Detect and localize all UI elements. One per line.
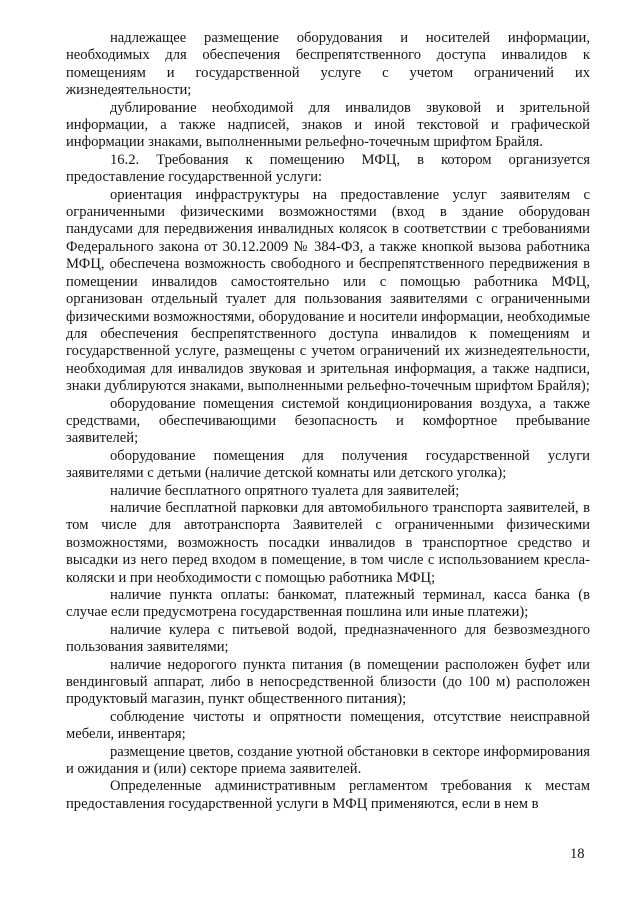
- paragraph-13: размещение цветов, создание уютной обстановки в секторе информирования и ожидания и (или) секторе приема заявителей.: [66, 743, 590, 778]
- paragraph-9: наличие пункта оплаты: банкомат, платежный терминал, касса банка (в случае если предусмотрена государственная пошлина или иные платежи);: [66, 587, 590, 621]
- paragraph-1: надлежащее размещение оборудования и носителей информации, необходимых для обеспечения беспрепятственного доступа инвалидов к помещениям и государственной услуге с учетом ограничений их жизнедеятельности;: [66, 30, 590, 99]
- page-number: 18: [570, 846, 585, 862]
- paragraph-3-section-heading: 16.2. Требования к помещению МФЦ, в котором организуется предоставление государственной услуги:: [66, 151, 590, 186]
- paragraph-11: наличие недорогого пункта питания (в помещении расположен буфет или вендинговый аппарат, либо в непосредственной близости (до 100 м) расположен продуктовый магазин, пункт общественного питания);: [66, 656, 590, 708]
- paragraph-4: ориентация инфраструктуры на предоставление услуг заявителям с ограниченными физическими возможностями (вход в здание оборудован пандусами для передвижения инвалидных колясок в соответствии с требованиями Федерального закона от 30.12.2009 № 384-ФЗ, а также кнопкой вызова работника МФЦ, обеспечена возможность свободного и беспрепятственного передвижения в помещении инвалидов самостоятельно или с помощью работника МФЦ, организован отдельный туалет для пользования заявителями с ограниченными физическими возможностями, оборудование и носители информации, необходимые для обеспечения беспрепятственного доступа инвалидов к помещениям и государственной услуге, размещены с учетом ограничений их жизнедеятельности, необходимая для инвалидов звуковая и зрительная информация, а также надписи, знаки дублируются знаками, выполненными рельефно-точечным шрифтом Брайля);: [66, 186, 590, 395]
- paragraph-2: дублирование необходимой для инвалидов звуковой и зрительной информации, а также надписей, знаков и иной текстовой и графической информации знаками, выполненными рельефно-точечным шрифтом Брайля.: [66, 99, 590, 151]
- document-page: [66, 30, 590, 813]
- paragraph-14: Определенные административным регламентом требования к местам предоставления государственной услуги в МФЦ применяются, если в нем в: [66, 778, 590, 812]
- paragraph-10: наличие кулера с питьевой водой, предназначенного для безвозмездного пользования заявителями;: [66, 621, 590, 656]
- paragraph-5: оборудование помещения системой кондиционирования воздуха, а также средствами, обеспечивающими безопасность и комфортное пребывание заявителей;: [66, 395, 590, 447]
- paragraph-6: оборудование помещения для получения государственной услуги заявителями с детьми (наличие детской комнаты или детского уголка);: [66, 447, 590, 482]
- paragraph-8: наличие бесплатной парковки для автомобильного транспорта заявителей, в том числе для автотранспорта Заявителей с ограниченными физическими возможностями, возможность посадки инвалидов в транспортное средство и высадки из него перед входом в помещение, в том числе с использованием кресла-коляски и при необходимости с помощью работника МФЦ;: [66, 499, 590, 586]
- paragraph-7: наличие бесплатного опрятного туалета для заявителей;: [110, 482, 460, 499]
- paragraph-12: соблюдение чистоты и опрятности помещения, отсутствие неисправной мебели, инвентаря;: [66, 708, 590, 743]
